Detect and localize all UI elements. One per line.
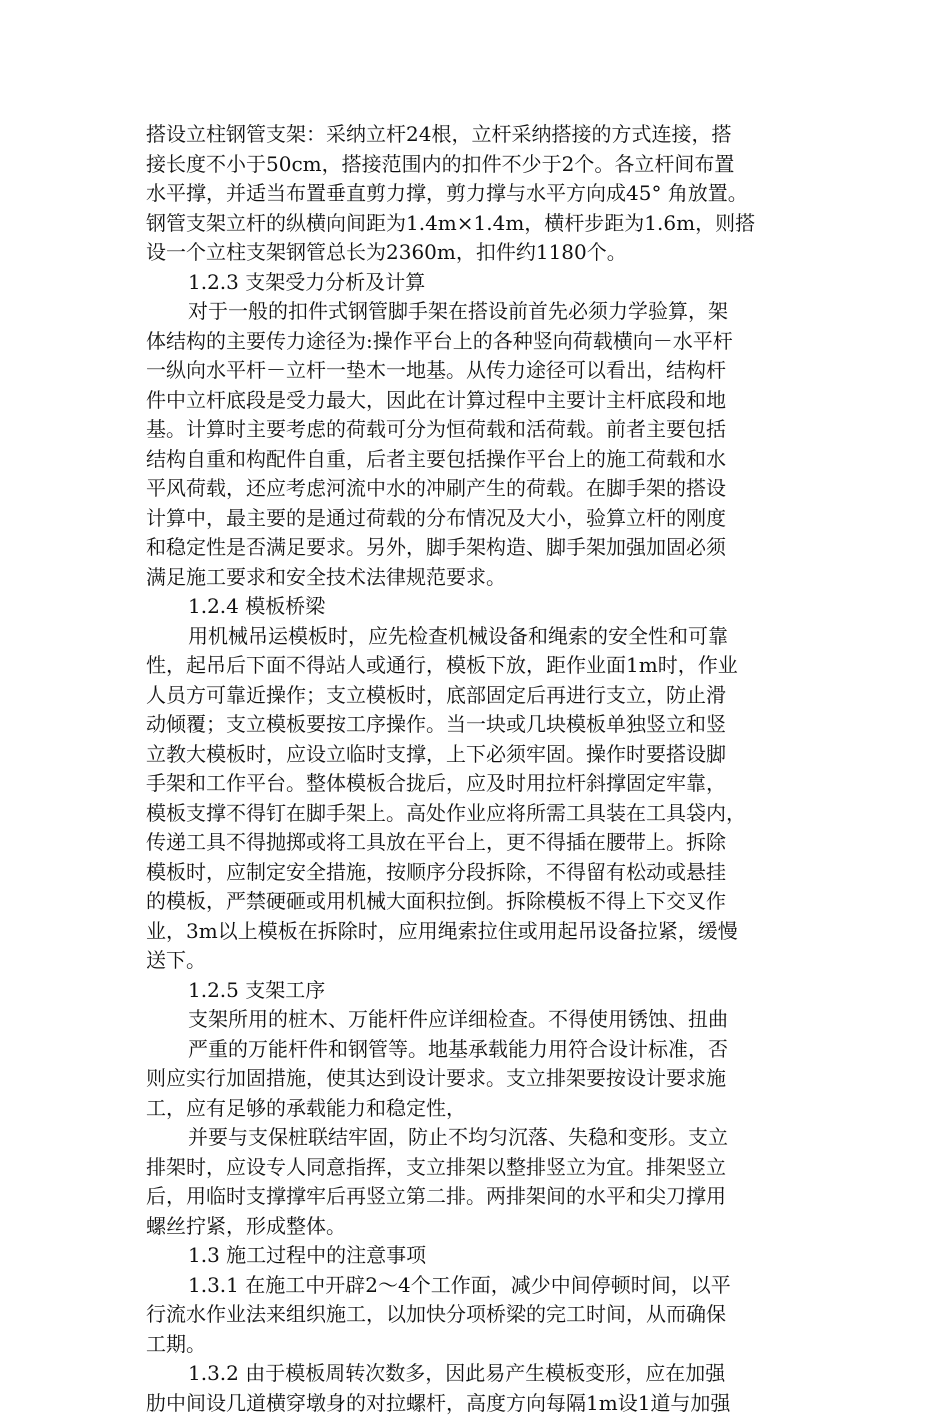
paragraph-line: 计算中，最主要的是通过荷载的分布情况及大小，验算立杆的刚度 (146, 504, 806, 534)
paragraph-line: 传递工具不得抛掷或将工具放在平台上，更不得插在腰带上。拆除 (146, 828, 806, 858)
paragraph-line: 设一个立柱支架钢管总长为2360m，扣件约1180个。 (146, 238, 806, 268)
paragraph-indented-line: 并要与支保桩联结牢固，防止不均匀沉落、失稳和变形。支立 (146, 1123, 806, 1153)
paragraph-indented-line: 1.3.2 由于模板周转次数多，因此易产生模板变形，应在加强 (146, 1359, 806, 1389)
paragraph-line: 模板支撑不得钉在脚手架上。高处作业应将所需工具装在工具袋内， (146, 799, 806, 829)
paragraph-line: 肋中间设几道横穿墩身的对拉螺杆，高度方向每隔1m设1道与加强 (146, 1389, 806, 1418)
paragraph-line: 搭设立柱钢管支架：采纳立杆24根，立杆采纳搭接的方式连接，搭 (146, 120, 806, 150)
paragraph-line: 模板时，应制定安全措施，按顺序分段拆除，不得留有松动或悬挂 (146, 858, 806, 888)
paragraph-line: 则应实行加固措施，使其达到设计要求。支立排架要按设计要求施 (146, 1064, 806, 1094)
paragraph-line: 工，应有足够的承载能力和稳定性， (146, 1094, 806, 1124)
paragraph-line: 水平撑，并适当布置垂直剪力撑，剪力撑与水平方向成45° 角放置。 (146, 179, 806, 209)
paragraph-indented-line: 1.3.1 在施工中开辟2～4个工作面，减少中间停顿时间，以平 (146, 1271, 806, 1301)
paragraph-indented-line: 1.2.5 支架工序 (146, 976, 806, 1006)
paragraph-line: 行流水作业法来组织施工，以加快分项桥梁的完工时间，从而确保 (146, 1300, 806, 1330)
paragraph-indented-line: 对于一般的扣件式钢管脚手架在搭设前首先必须力学验算，架 (146, 297, 806, 327)
paragraph-line: 人员方可靠近操作；支立模板时，底部固定后再进行支立，防止滑 (146, 681, 806, 711)
paragraph-indented-line: 1.2.3 支架受力分析及计算 (146, 268, 806, 298)
document-body (146, 120, 806, 1418)
paragraph-indented-line: 1.3 施工过程中的注意事项 (146, 1241, 806, 1271)
paragraph-line: 体结构的主要传力途径为:操作平台上的各种竖向荷载横向－水平杆 (146, 327, 806, 357)
paragraph-line: 工期。 (146, 1330, 806, 1360)
paragraph-indented-line: 1.2.4 模板桥梁 (146, 592, 806, 622)
paragraph-line: 立教大模板时，应设立临时支撑，上下必须牢固。操作时要搭设脚 (146, 740, 806, 770)
paragraph-line: 送下。 (146, 946, 806, 976)
paragraph-line: 排架时，应设专人同意指挥，支立排架以整排竖立为宜。排架竖立 (146, 1153, 806, 1183)
paragraph-line: 手架和工作平台。整体模板合拢后，应及时用拉杆斜撑固定牢靠， (146, 769, 806, 799)
paragraph-line: 平风荷载，还应考虑河流中水的冲刷产生的荷载。在脚手架的搭设 (146, 474, 806, 504)
paragraph-line: 钢管支架立杆的纵横向间距为1.4m×1.4m，横杆步距为1.6m，则搭 (146, 209, 806, 239)
paragraph-line: 动倾覆；支立模板要按工序操作。当一块或几块模板单独竖立和竖 (146, 710, 806, 740)
paragraph-indented-line: 用机械吊运模板时，应先检查机械设备和绳索的安全性和可靠 (146, 622, 806, 652)
paragraph-indented-line: 严重的万能杆件和钢管等。地基承载能力用符合设计标准，否 (146, 1035, 806, 1065)
paragraph-line: 件中立杆底段是受力最大，因此在计算过程中主要计主杆底段和地 (146, 386, 806, 416)
paragraph-line: 满足施工要求和安全技术法律规范要求。 (146, 563, 806, 593)
paragraph-line: 一纵向水平杆－立杆一垫木一地基。从传力途径可以看出，结构杆 (146, 356, 806, 386)
paragraph-line: 螺丝拧紧，形成整体。 (146, 1212, 806, 1242)
paragraph-line: 和稳定性是否满足要求。另外，脚手架构造、脚手架加强加固必须 (146, 533, 806, 563)
paragraph-line: 结构自重和构配件自重，后者主要包括操作平台上的施工荷载和水 (146, 445, 806, 475)
paragraph-line: 基。计算时主要考虑的荷载可分为恒荷载和活荷载。前者主要包括 (146, 415, 806, 445)
paragraph-line: 的模板，严禁硬砸或用机械大面积拉倒。拆除模板不得上下交叉作 (146, 887, 806, 917)
paragraph-line: 后，用临时支撑撑牢后再竖立第二排。两排架间的水平和尖刀撑用 (146, 1182, 806, 1212)
paragraph-line: 业，3m以上模板在拆除时，应用绳索拉住或用起吊设备拉紧，缓慢 (146, 917, 806, 947)
paragraph-indented-line: 支架所用的桩木、万能杆件应详细检查。不得使用锈蚀、扭曲 (146, 1005, 806, 1035)
paragraph-line: 性，起吊后下面不得站人或通行，模板下放，距作业面1m时，作业 (146, 651, 806, 681)
paragraph-line: 接长度不小于50cm，搭接范围内的扣件不少于2个。各立杆间布置 (146, 150, 806, 180)
